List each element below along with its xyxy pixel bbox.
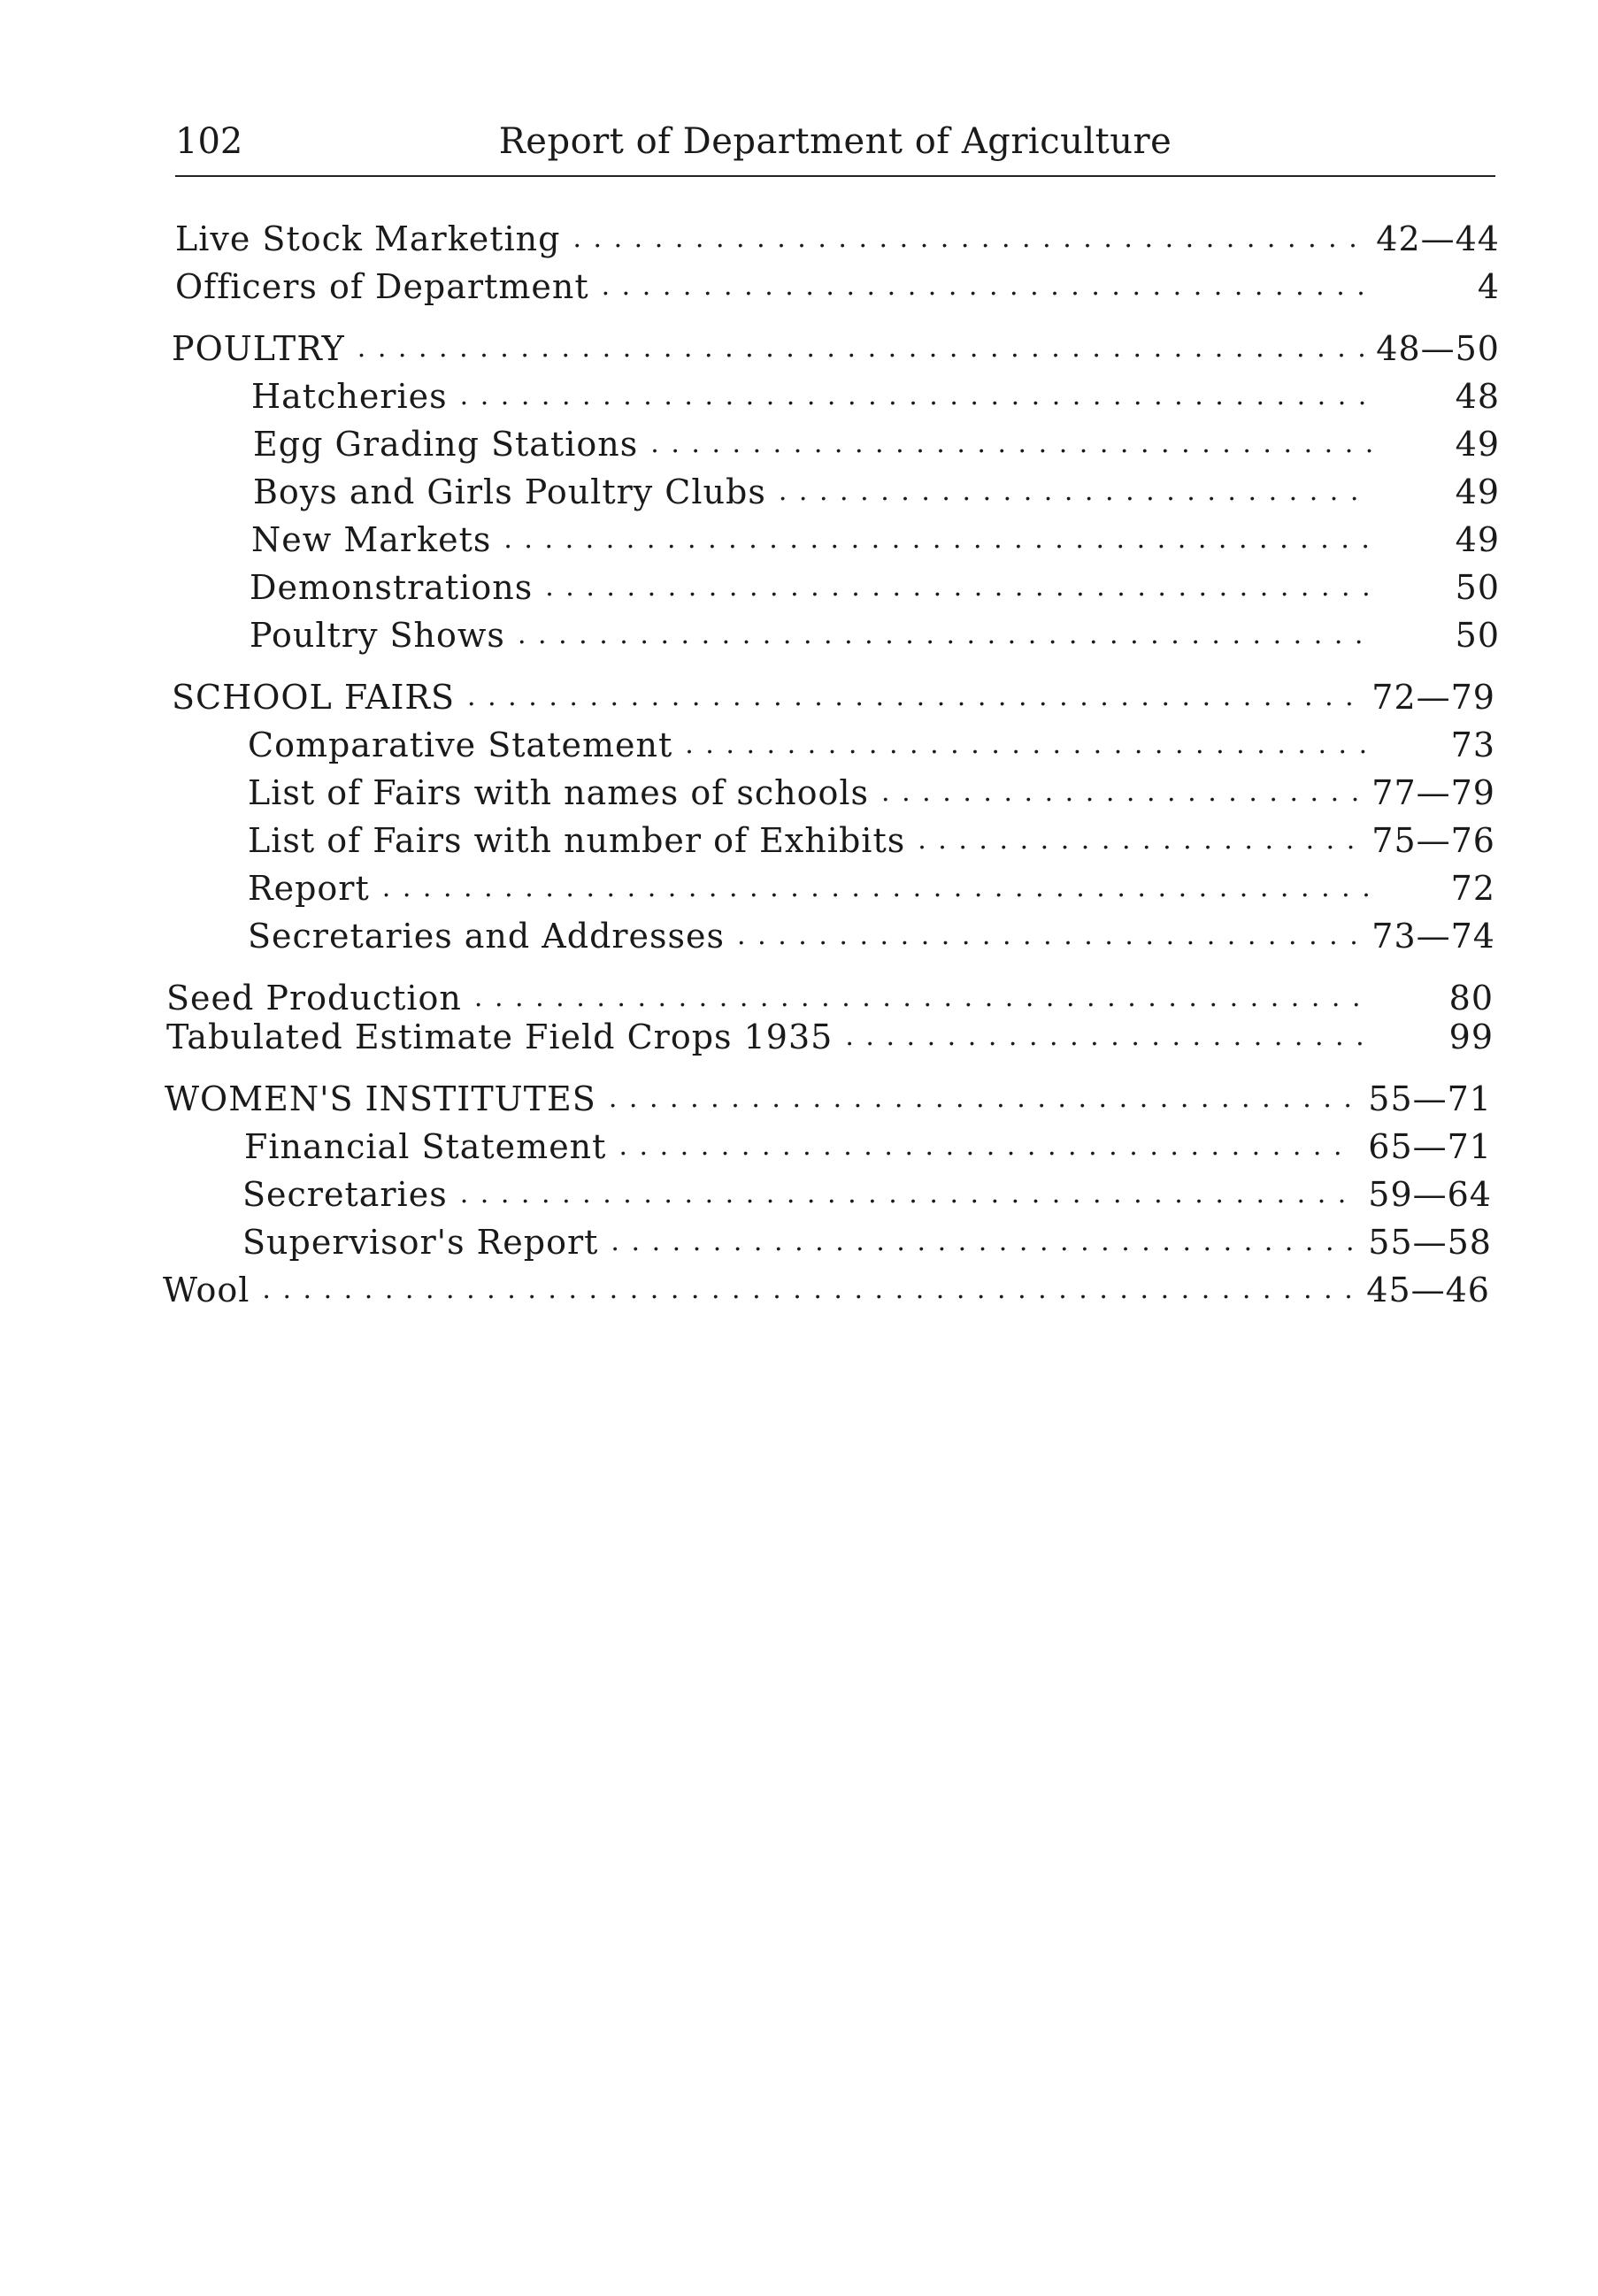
entry-pages: 65—71 (1368, 1127, 1492, 1166)
entry-pages: 45—46 (1366, 1271, 1490, 1309)
dot-leader (503, 514, 1372, 558)
index-entry (175, 217, 1500, 261)
index-entry (250, 565, 1500, 610)
entry-pages: 55—71 (1368, 1079, 1492, 1118)
entry-pages: 49 (1455, 520, 1500, 559)
entry-label: Live Stock Marketing (175, 219, 561, 258)
index-entry (251, 518, 1500, 562)
index-entry (244, 1125, 1492, 1169)
index-entry (165, 1077, 1492, 1121)
entry-label: Poultry Shows (250, 616, 505, 655)
dot-leader (618, 1121, 1356, 1165)
dot-leader (779, 466, 1372, 511)
entry-label: Secretaries and Addresses (248, 917, 726, 956)
index-entry (166, 1015, 1494, 1059)
entry-pages: 80 (1448, 979, 1494, 1017)
entry-pages: 59—64 (1368, 1175, 1492, 1214)
entry-label: Comparative Statement (248, 726, 673, 764)
dot-leader (382, 863, 1368, 907)
dot-leader (467, 672, 1359, 716)
entry-label: SCHOOL FAIRS (172, 678, 456, 717)
entry-pages: 75—76 (1371, 821, 1495, 860)
entry-label: Seed Production (166, 979, 462, 1017)
entry-pages: 48 (1455, 377, 1500, 416)
entry-pages: 50 (1455, 616, 1500, 655)
entry-label: Secretaries (242, 1175, 448, 1214)
dot-leader (262, 1264, 1354, 1309)
entry-label: Tabulated Estimate Field Crops 1935 (166, 1017, 834, 1056)
index-entry (163, 1268, 1490, 1312)
running-title: Report of Department of Agriculture (498, 121, 1172, 162)
entry-label: Boys and Girls Poultry Clubs (253, 472, 766, 511)
page-number: 102 (175, 121, 243, 162)
dot-leader (357, 323, 1364, 367)
entry-pages: 73—74 (1371, 917, 1495, 956)
dot-leader (650, 419, 1372, 463)
index-entry (248, 723, 1495, 767)
entry-label: Hatcheries (251, 377, 448, 416)
entry-pages: 50 (1455, 568, 1500, 607)
entry-pages: 77—79 (1371, 773, 1495, 812)
entry-label: List of Fairs with number of Exhibits (248, 821, 906, 860)
index-entry (253, 470, 1500, 514)
entry-pages: 73 (1450, 726, 1495, 764)
index-entry (242, 1220, 1492, 1264)
dot-leader (609, 1073, 1356, 1117)
entry-label: Demonstrations (250, 568, 534, 607)
entry-label: POULTRY (172, 329, 345, 368)
index-entry (172, 675, 1495, 719)
entry-pages: 48—50 (1376, 329, 1500, 368)
index-entry (242, 1172, 1492, 1217)
entry-label: WOMEN'S INSTITUTES (165, 1079, 596, 1118)
dot-leader (474, 972, 1366, 1017)
entry-label: Supervisor's Report (242, 1223, 599, 1262)
entry-label: New Markets (251, 520, 492, 559)
index-entry (251, 374, 1500, 419)
dot-leader (685, 719, 1368, 764)
dot-leader (602, 261, 1372, 305)
index-entry (248, 771, 1495, 815)
entry-pages: 55—58 (1368, 1223, 1492, 1262)
entry-label: Financial Statement (244, 1127, 607, 1166)
entry-pages: 99 (1448, 1017, 1494, 1056)
index-entry (175, 265, 1500, 309)
dot-leader (572, 213, 1364, 257)
entry-pages: 72—79 (1371, 678, 1495, 717)
dot-leader (545, 562, 1372, 606)
index-entry (248, 818, 1495, 863)
entry-label: Officers of Department (175, 267, 589, 306)
dot-leader (611, 1217, 1356, 1261)
entry-pages: 49 (1455, 425, 1500, 464)
index-entry (250, 613, 1500, 657)
entry-pages: 49 (1455, 472, 1500, 511)
entry-label: Wool (163, 1271, 250, 1309)
dot-leader (881, 767, 1359, 811)
entry-pages: 4 (1477, 267, 1500, 306)
dot-leader (460, 1169, 1356, 1213)
dot-leader (460, 371, 1372, 415)
entry-pages: 72 (1450, 869, 1495, 908)
dot-leader (918, 815, 1359, 859)
entry-pages: 42—44 (1376, 219, 1500, 258)
index-entry (248, 914, 1495, 958)
index-entry (248, 866, 1495, 910)
entry-label: Report (248, 869, 370, 908)
entry-label: List of Fairs with names of schools (248, 773, 870, 812)
entry-label: Egg Grading Stations (253, 425, 639, 464)
dot-leader (845, 1011, 1366, 1056)
index-entry (253, 422, 1500, 466)
dot-leader (518, 610, 1372, 654)
index-entry (172, 326, 1500, 371)
dot-leader (737, 910, 1359, 955)
